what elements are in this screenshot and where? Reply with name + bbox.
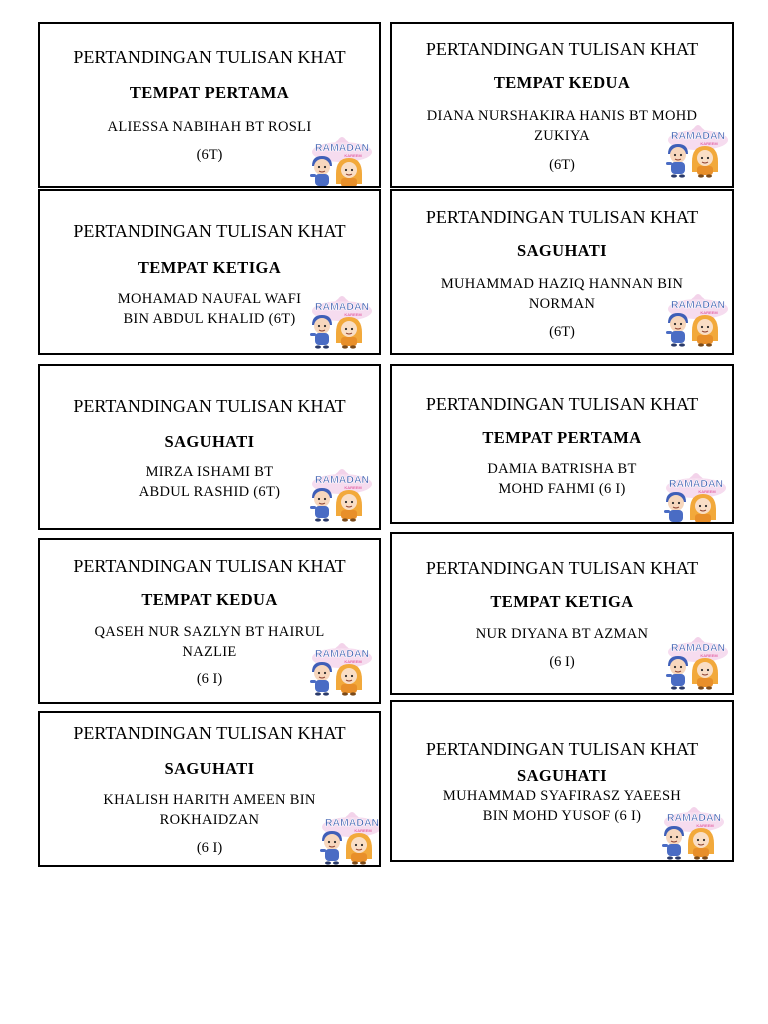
class-label: (6 I) — [549, 654, 575, 670]
placement-label: TEMPAT KEDUA — [141, 590, 278, 609]
participant-name: DAMIA BATRISHA BT — [487, 461, 637, 477]
ramadan-kids-sticker-graphic — [318, 809, 381, 867]
participant-name: MUHAMMAD HAZIQ HANNAN BIN — [440, 276, 684, 292]
ramadan-kareem-sticker — [664, 291, 732, 349]
ramadan-kareem-sticker — [662, 470, 730, 524]
participant-name-line2: ZUKIYA — [534, 128, 590, 144]
ramadan-kareem-sticker — [308, 293, 376, 351]
class-label: (6T) — [549, 157, 575, 173]
participant-name: MUHAMMAD SYAFIRASZ YAEESH — [442, 788, 682, 804]
ramadan-kids-sticker-graphic — [308, 134, 376, 188]
ramadan-kareem-sticker — [318, 809, 381, 867]
participant-name: NUR DIYANA BT AZMAN — [475, 626, 649, 642]
sticker-word: RAMADAN — [670, 642, 726, 654]
competition-title: PERTANDINGAN TULISAN KHAT — [73, 47, 346, 67]
placement-label: SAGUHATI — [517, 241, 607, 260]
participant-name-line2: MOHD FAHMI (6 I) — [498, 481, 626, 497]
ramadan-kids-sticker-graphic — [664, 634, 732, 692]
competition-title: PERTANDINGAN TULISAN KHAT — [73, 723, 346, 743]
participant-name: QASEH NUR SAZLYN BT HAIRUL — [94, 624, 325, 640]
sticker-word: RAMADAN — [668, 478, 724, 490]
certificate-card — [390, 364, 734, 524]
placement-label: TEMPAT PERTAMA — [482, 428, 642, 447]
ramadan-kareem-sticker — [308, 466, 376, 524]
certificate-card — [390, 189, 734, 355]
participant-name: ALIESSA NABIHAH BT ROSLI — [107, 119, 312, 135]
participant-name-line2: ABDUL RASHID (6T) — [138, 484, 281, 500]
sticker-word: RAMADAN — [324, 817, 380, 829]
participant-name: MOHAMAD NAUFAL WAFI — [117, 291, 302, 307]
participant-name-line2: BIN ABDUL KHALID (6T) — [123, 311, 296, 327]
competition-title: PERTANDINGAN TULISAN KHAT — [425, 394, 699, 414]
ramadan-kids-sticker-graphic — [308, 293, 376, 351]
placement-label: SAGUHATI — [517, 766, 607, 785]
ramadan-kids-sticker-graphic — [664, 291, 732, 349]
certificate-card — [390, 532, 734, 695]
certificate-card — [38, 538, 381, 704]
sticker-subword: KAREEM — [344, 312, 362, 317]
participant-name-line2: NORMAN — [528, 296, 596, 312]
participant-name: DIANA NURSHAKIRA HANIS BT MOHD — [426, 108, 698, 124]
competition-title: PERTANDINGAN TULISAN KHAT — [425, 558, 699, 578]
ramadan-kareem-sticker — [308, 640, 376, 698]
certificate-card — [390, 22, 734, 188]
sticker-word: RAMADAN — [670, 299, 726, 311]
competition-title: PERTANDINGAN TULISAN KHAT — [425, 739, 699, 759]
sticker-subword: KAREEM — [700, 653, 718, 658]
sticker-subword: KAREEM — [354, 828, 372, 833]
sticker-word: RAMADAN — [314, 301, 370, 313]
ramadan-kareem-sticker — [664, 634, 732, 692]
placement-label: TEMPAT KETIGA — [137, 258, 282, 277]
certificate-card — [390, 700, 734, 862]
certificate-card — [38, 711, 381, 867]
certificate-card — [38, 22, 381, 188]
sticker-word: RAMADAN — [670, 130, 726, 142]
placement-label: TEMPAT PERTAMA — [129, 83, 290, 102]
ramadan-kids-sticker-graphic — [660, 804, 728, 862]
participant-name-line2: NAZLIE — [182, 644, 237, 660]
ramadan-kids-sticker-graphic — [662, 470, 730, 524]
sticker-subword: KAREEM — [696, 823, 714, 828]
sticker-word: RAMADAN — [314, 648, 370, 660]
competition-title: PERTANDINGAN TULISAN KHAT — [425, 207, 699, 227]
class-label: (6T) — [549, 324, 575, 340]
ramadan-kareem-sticker — [664, 122, 732, 180]
class-label: (6 I) — [196, 840, 223, 856]
sticker-subword: KAREEM — [344, 153, 362, 158]
ramadan-kids-sticker-graphic — [308, 640, 376, 698]
sticker-subword: KAREEM — [344, 485, 362, 490]
ramadan-kids-sticker-graphic — [664, 122, 732, 180]
certificate-card — [38, 189, 381, 355]
participant-name: KHALISH HARITH AMEEN BIN — [103, 792, 316, 808]
class-label: (6T) — [196, 147, 223, 163]
sticker-subword: KAREEM — [700, 310, 718, 315]
ramadan-kids-sticker-graphic — [308, 466, 376, 524]
sticker-subword: KAREEM — [344, 659, 362, 664]
sticker-subword: KAREEM — [700, 141, 718, 146]
competition-title: PERTANDINGAN TULISAN KHAT — [73, 396, 346, 416]
ramadan-kareem-sticker — [660, 804, 728, 862]
ramadan-kareem-sticker — [308, 134, 376, 188]
sticker-word: RAMADAN — [314, 474, 370, 486]
placement-label: SAGUHATI — [164, 432, 255, 451]
participant-name-line2: ROKHAIDZAN — [159, 812, 260, 828]
sticker-subword: KAREEM — [698, 489, 716, 494]
participant-name: MIRZA ISHAMI BT — [145, 464, 274, 480]
placement-label: TEMPAT KEDUA — [493, 73, 631, 92]
placement-label: TEMPAT KETIGA — [490, 592, 634, 611]
class-label: (6 I) — [196, 671, 223, 687]
sticker-word: RAMADAN — [314, 142, 370, 154]
participant-name-line2: BIN MOHD YUSOF (6 I) — [482, 808, 642, 824]
competition-title: PERTANDINGAN TULISAN KHAT — [73, 221, 346, 241]
certificate-card — [38, 364, 381, 530]
competition-title: PERTANDINGAN TULISAN KHAT — [73, 556, 346, 576]
placement-label: SAGUHATI — [164, 759, 255, 778]
sticker-word: RAMADAN — [666, 812, 722, 824]
competition-title: PERTANDINGAN TULISAN KHAT — [425, 39, 699, 59]
